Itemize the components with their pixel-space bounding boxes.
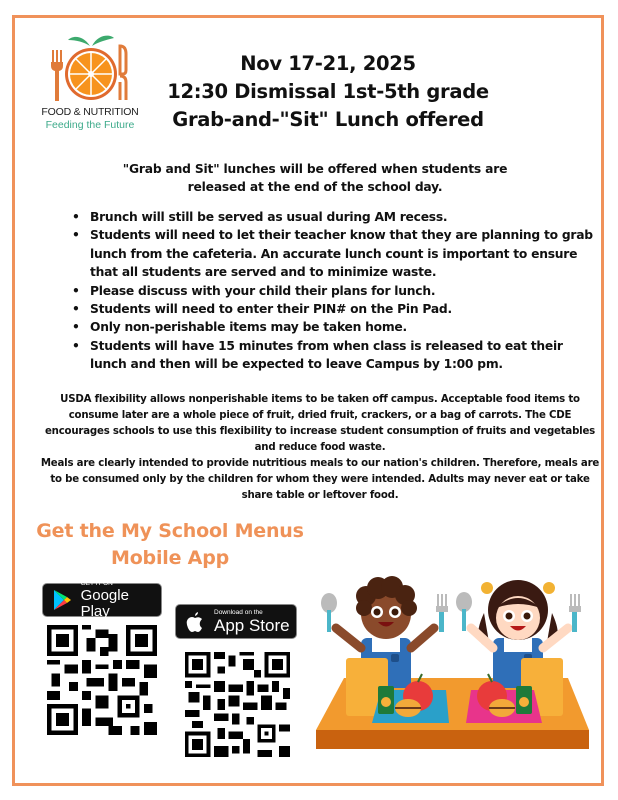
google-play-qr-code[interactable]: [47, 625, 157, 735]
usda-flexibility-paragraph: USDA flexibility allows nonperishable items to be taken off campus. Acceptable food items to consume later are a whole piece of fruit, dried fruit, crackers, or a bag of carrots. The CDE encourages schools to use this flexibility to increase student consumption of fruits and vegetables and reduce food waste.: [44, 394, 596, 453]
bullet-item: • Students will have 15 minutes from when class is released to eat their lunch and then will be expected to leave Campus by 1:00 pm.: [70, 337, 595, 374]
intro-text: [100, 160, 530, 196]
page-header: [148, 50, 508, 134]
logo: [30, 32, 150, 138]
app-store-big-label: App Store: [214, 615, 290, 635]
app-title-line-1: Get the My School Menus: [36, 520, 304, 542]
bullet-item: • Only non-perishable items may be taken home.: [70, 318, 595, 336]
date-range: Nov 17-21, 2025: [240, 52, 416, 75]
bullet-item: • Students will need to let their teacher know that they are planning to grab lunch from the cafeteria. An accurate lunch count is important to ensure that all students are served and to minimize waste.: [70, 226, 595, 281]
info-bullet-list: [70, 208, 595, 374]
table-edge: [316, 730, 589, 749]
orange-fork-spoon-logo-icon: [48, 32, 132, 104]
logo-tagline: Feeding the Future: [45, 119, 135, 131]
intro-line-1: "Grab and Sit" lunches will be offered when students are: [122, 162, 508, 176]
app-promo-title: [20, 518, 320, 572]
google-play-icon: [49, 589, 75, 611]
lunch-headline: Grab-and-"Sit" Lunch offered: [172, 108, 484, 131]
app-store-qr-code[interactable]: [185, 652, 290, 757]
logo-title: FOOD & NUTRITION: [41, 106, 139, 118]
app-store-button[interactable]: [175, 604, 297, 639]
kids-lunch-illustration: [306, 558, 596, 753]
google-play-big-label: Google Play: [80, 587, 129, 620]
bullet-item: • Please discuss with your child their plans for lunch.: [70, 282, 595, 300]
intro-line-2: released at the end of the school day.: [187, 180, 443, 194]
dismissal-line: 12:30 Dismissal 1st-5th grade: [167, 80, 489, 103]
meal-policy-paragraph: Meals are clearly intended to provide nutritious meals to our nation's children. Therefore, meals are to be consumed only by the children for whom they were intended. Adults may never eat or take share table or leftover food.: [40, 458, 600, 501]
apple-icon: [182, 611, 208, 633]
app-title-line-2: Mobile App: [111, 547, 229, 569]
usda-notice: [40, 392, 600, 504]
google-play-small-label: GET IT ON: [80, 580, 113, 587]
app-store-small-label: Download on the: [214, 608, 263, 616]
google-play-button[interactable]: [42, 580, 162, 620]
bullet-item: • Students will need to enter their PIN# on the Pin Pad.: [70, 300, 595, 318]
bullet-item: • Brunch will still be served as usual during AM recess.: [70, 208, 595, 226]
